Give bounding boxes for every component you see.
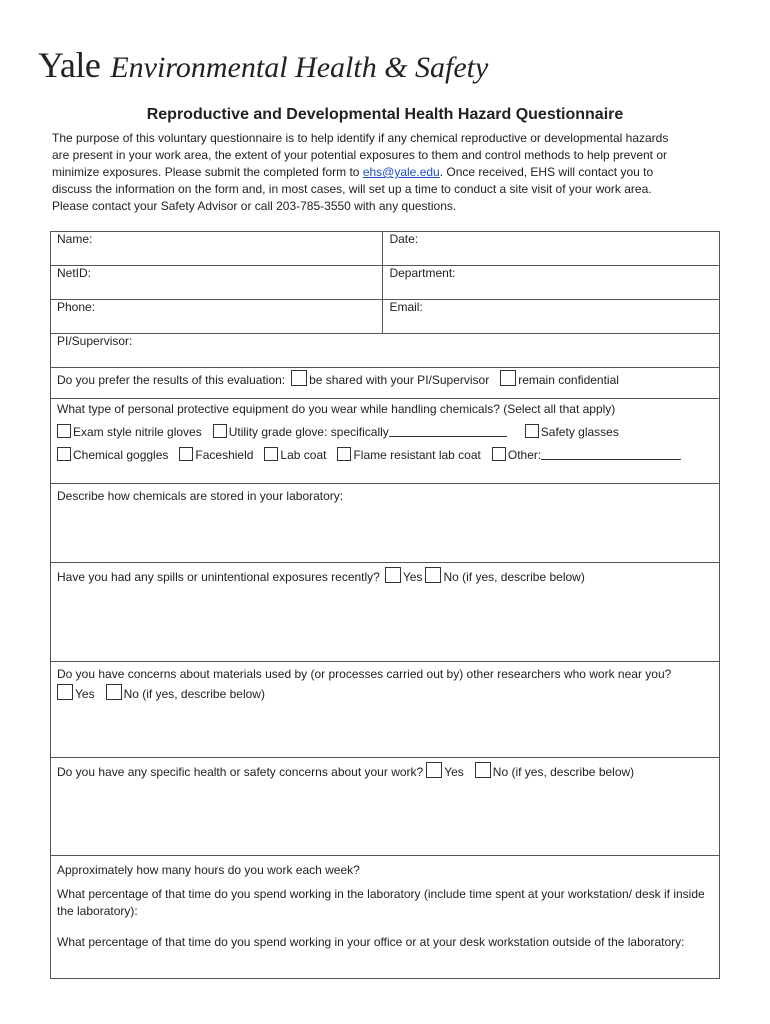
safety-glasses-checkbox[interactable] [525,424,539,438]
results-sharing-cell [51,368,720,399]
pi-supervisor-label: PI/Supervisor: [57,334,133,348]
page-title: Reproductive and Developmental Health Hazard Questionnaire [146,106,624,123]
shared-checkbox[interactable] [291,370,307,386]
form-row [51,758,720,856]
pi-supervisor-field[interactable] [51,334,720,368]
flame-resistant-coat-checkbox[interactable] [337,447,351,461]
faceshield-label: Faceshield [195,448,254,462]
concerns-others-no-checkbox[interactable] [106,684,122,700]
intro-line: discuss the information on the form and, in most cases, will set up a time to conduct a site visit of your work area. [52,182,652,196]
intro-line: The purpose of this voluntary questionnaire is to help identify if any chemical reproductive or developmental hazards [52,131,669,145]
ppe-cell [51,399,720,484]
spills-cell[interactable] [51,563,720,662]
spills-no-label: No (if yes, describe below) [443,570,585,584]
nitrile-gloves-label: Exam style nitrile gloves [73,425,202,439]
form-row [51,856,720,979]
form-row [51,232,720,266]
lab-coat-checkbox[interactable] [264,447,278,461]
form-row [51,266,720,300]
logo-yale: Yale [38,45,101,85]
office-percentage-question: What percentage of that time do you spend working in your office or at your desk workstation outside of the laboratory: [57,935,685,949]
lab-percentage-question: What percentage of that time do you spend working in the laboratory (include time spent at your workstation/ desk if inside the laboratory): [57,887,705,918]
chemical-goggles-label: Chemical goggles [73,448,169,462]
other-ppe-checkbox[interactable] [492,447,506,461]
email-field[interactable] [383,300,720,334]
utility-glove-checkbox[interactable] [213,424,227,438]
ppe-options-row [57,447,713,462]
phone-field[interactable] [51,300,383,334]
flame-resistant-coat-label: Flame resistant lab coat [353,448,481,462]
faceshield-checkbox[interactable] [179,447,193,461]
storage-question: Describe how chemicals are stored in your laboratory: [57,489,344,503]
other-ppe-label: Other: [507,448,542,462]
department-field[interactable] [383,266,720,300]
ppe-options-row [57,424,713,439]
netid-label: NetID: [57,266,92,280]
concerns-work-no-label: No (if yes, describe below) [492,765,635,779]
email-link[interactable]: ehs@yale.edu [362,165,440,179]
concerns-work-yes-checkbox[interactable] [426,762,442,778]
concerns-others-yes-checkbox[interactable] [57,684,73,700]
date-field[interactable] [383,232,720,266]
spills-no-checkbox[interactable] [425,567,441,583]
form-row [51,563,720,662]
form-row [51,300,720,334]
lab-coat-label: Lab coat [280,448,327,462]
form-row [51,399,720,484]
form-row [51,334,720,368]
ehs-logo [38,44,488,86]
spills-yes-checkbox[interactable] [385,567,401,583]
hours-question: Approximately how many hours do you work each week? [57,863,360,877]
department-label: Department: [389,266,456,280]
email-label: Email: [389,300,423,314]
netid-field[interactable] [51,266,383,300]
confidential-checkbox[interactable] [500,370,516,386]
shared-label: be shared with your PI/Supervisor [309,373,490,387]
utility-glove-label: Utility grade glove: specifically [228,425,389,439]
concerns-work-no-checkbox[interactable] [475,762,491,778]
spills-question: Have you had any spills or unintentional exposures recently? [57,570,380,584]
logo-department: Environmental Health & Safety [110,51,489,84]
safety-glasses-label: Safety glasses [540,425,619,439]
other-ppe-blank[interactable] [541,448,681,460]
phone-label: Phone: [57,300,96,314]
concerns-others-yes-label: Yes [75,687,95,701]
concerns-others-question: Do you have concerns about materials used by (or processes carried out by) other researchers who work near you? [57,667,672,681]
concerns-others-no-label: No (if yes, describe below) [123,687,265,701]
ppe-question: What type of personal protective equipment do you wear while handling chemicals? (Select all that apply) [57,402,616,416]
form-row [51,484,720,563]
confidential-label: remain confidential [518,373,619,387]
chemical-goggles-checkbox[interactable] [57,447,71,461]
intro-line: Please contact your Safety Advisor or call 203-785-3550 with any questions. [52,199,457,213]
intro-text: . Once received, EHS will contact you to [439,165,654,179]
concerns-others-options [57,684,713,701]
name-field[interactable] [51,232,383,266]
date-label: Date: [389,232,419,246]
storage-cell[interactable] [51,484,720,563]
nitrile-gloves-checkbox[interactable] [57,424,71,438]
results-question: Do you prefer the results of this evaluation: [57,373,286,387]
form-row [51,662,720,758]
intro-line: are present in your work area, the extent of your potential exposures to them and control methods to help prevent or [52,148,668,162]
name-label: Name: [57,232,93,246]
form-row [51,368,720,399]
intro-text: minimize exposures. Please submit the completed form to [52,165,363,179]
questionnaire-form [50,231,720,979]
concerns-work-question: Do you have any specific health or safety concerns about your work? [57,765,424,779]
intro-paragraph [52,130,722,215]
concerns-work-cell[interactable] [51,758,720,856]
concerns-work-yes-label: Yes [444,765,464,779]
spills-yes-label: Yes [402,570,423,584]
concerns-others-cell[interactable] [51,662,720,758]
intro-line [52,164,722,181]
utility-glove-blank[interactable] [389,425,507,437]
work-hours-cell[interactable] [51,856,720,979]
